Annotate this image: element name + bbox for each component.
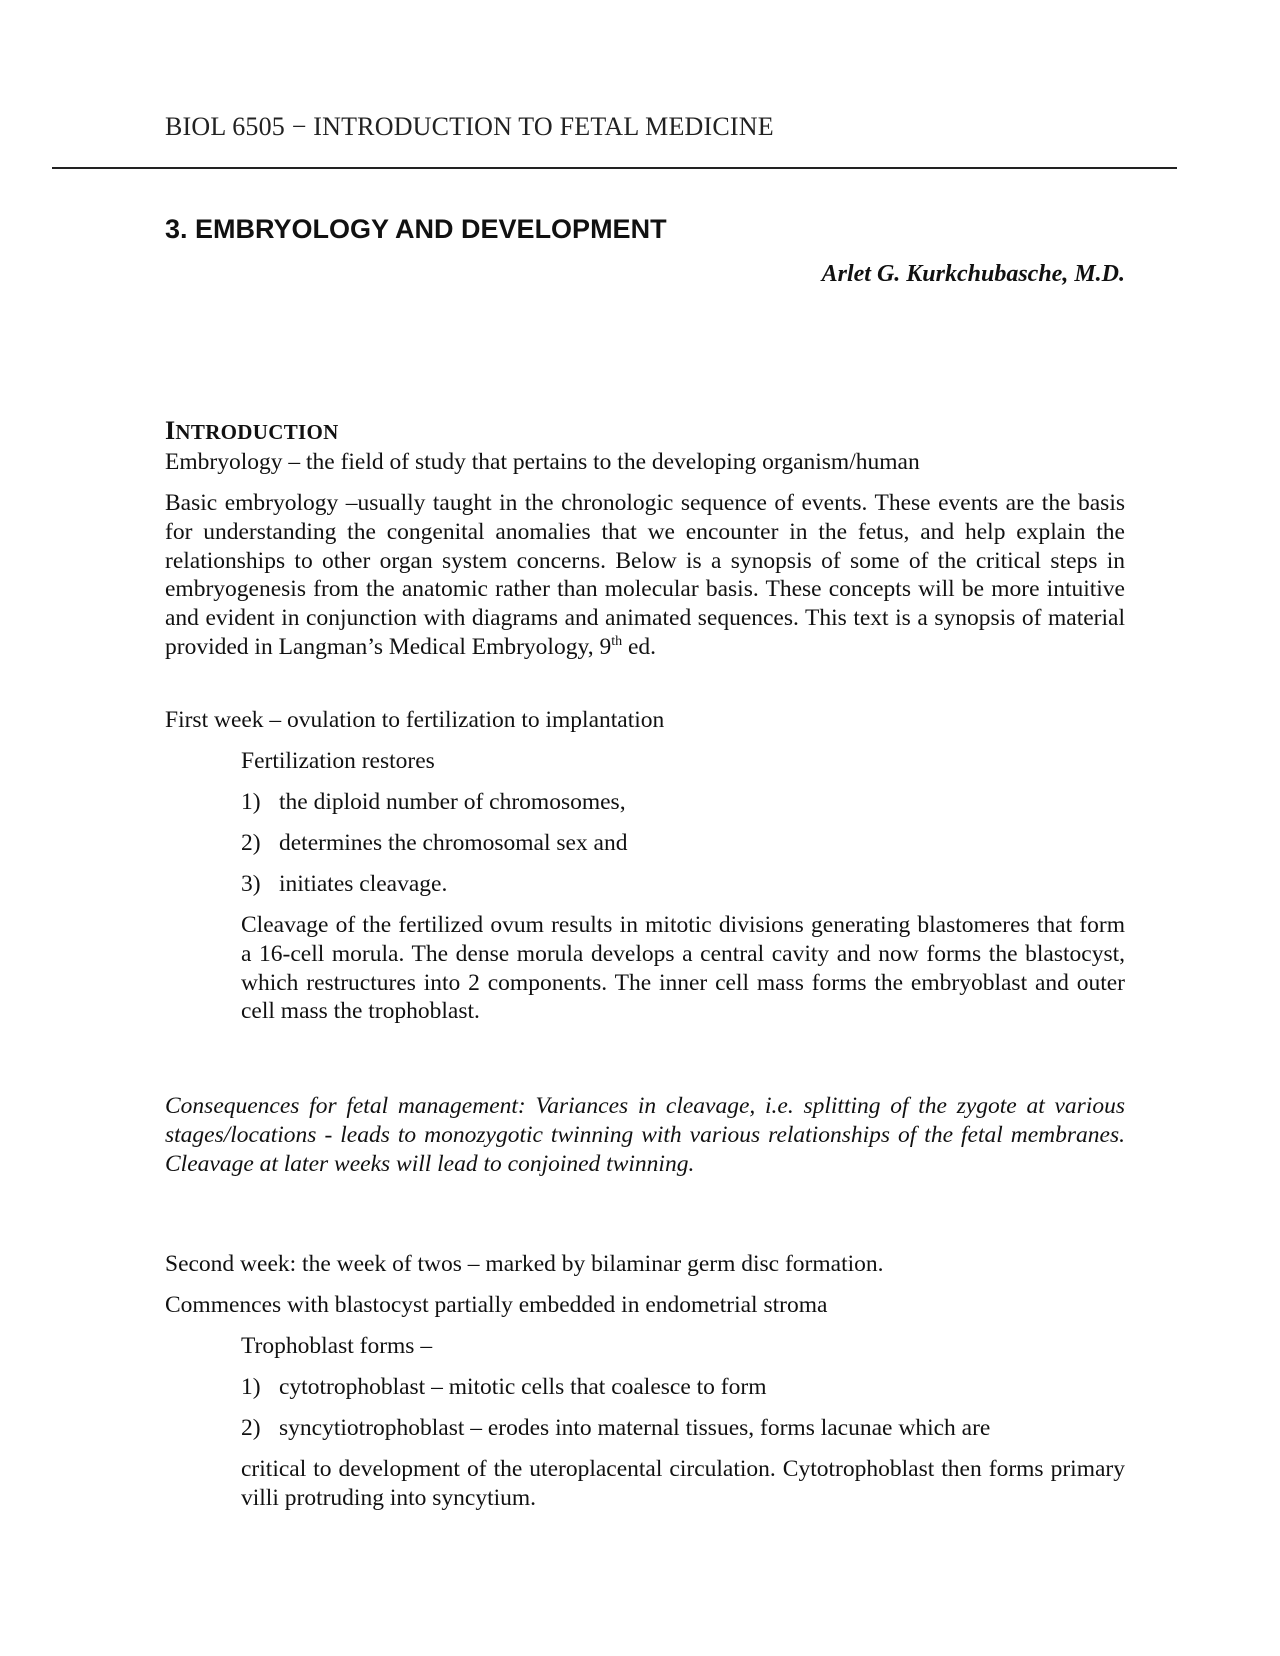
heading-rest: NTRODUCTION bbox=[175, 420, 339, 444]
heading-initial: I bbox=[165, 416, 176, 445]
list-item: the diploid number of chromosomes, bbox=[279, 789, 626, 815]
list-item: syncytiotrophoblast – erodes into maternal tissues, forms lacunae which are bbox=[279, 1415, 991, 1441]
author-name: Arlet G. Kurkchubasche, M.D. bbox=[821, 261, 1125, 287]
basic-embryology-paragraph bbox=[165, 489, 1125, 662]
list-item-number: 2) bbox=[241, 830, 261, 856]
section-heading-introduction bbox=[165, 416, 339, 446]
basic-paragraph-body: Basic embryology –usually taught in the chronologic sequence of events. These events are the basis for understanding the congenital anomalies that we encounter in the fetus, and help explain the relationships to other organ system concerns. Below is a synopsis of some of the critical steps in embryogenesis from the anatomic rather than molecular basis. These concepts will be more intuitive and evident in conjunction with diagrams and animated sequences. This text is a synopsis of material provided in Langman’s Medical Embryology, 9 bbox=[165, 490, 1125, 660]
fertilization-lead: Fertilization restores bbox=[241, 748, 435, 774]
second-week-heading: Second week: the week of twos – marked by bilaminar germ disc formation. bbox=[165, 1251, 884, 1277]
list-item: determines the chromosomal sex and bbox=[279, 830, 628, 856]
list-item-number: 3) bbox=[241, 871, 261, 897]
chapter-title: 3. EMBRYOLOGY AND DEVELOPMENT bbox=[165, 214, 667, 244]
blastocyst-sentence: Commences with blastocyst partially embedded in endometrial stroma bbox=[165, 1292, 828, 1318]
list-item: cytotrophoblast – mitotic cells that coalesce to form bbox=[279, 1374, 767, 1400]
edition-suffix: ed. bbox=[622, 633, 657, 660]
cleavage-paragraph: Cleavage of the fertilized ovum results in mitotic divisions generating blastomeres that form a 16-cell morula. The dense morula develops a central cavity and now forms the blastocyst, which restructures into 2 components. The inner cell mass forms the embryoblast and outer cell mass the trophoblast. bbox=[241, 912, 1125, 1025]
trophoblast-lead: Trophoblast forms – bbox=[241, 1333, 433, 1359]
list-item-number: 1) bbox=[241, 1374, 261, 1400]
list-item: initiates cleavage. bbox=[279, 871, 448, 897]
list-item-number: 1) bbox=[241, 789, 261, 815]
consequences-paragraph: Consequences for fetal management: Variances in cleavage, i.e. splitting of the zygote at various stages/locations - leads to monozygotic twinning with various relationships of the fetal membranes. Cleavage at later weeks will lead to conjoined twinning. bbox=[165, 1093, 1125, 1177]
uteroplacental-paragraph: critical to development of the uteroplacental circulation. Cytotrophoblast then forms primary villi protruding into syncytium. bbox=[241, 1456, 1125, 1511]
running-header: BIOL 6505 − INTRODUCTION TO FETAL MEDICINE bbox=[165, 112, 774, 141]
header-divider bbox=[52, 167, 1177, 169]
edition-superscript: th bbox=[611, 634, 623, 650]
first-week-heading: First week – ovulation to fertilization to implantation bbox=[165, 707, 665, 733]
embryology-definition: Embryology – the field of study that pertains to the developing organism/human bbox=[165, 449, 920, 475]
list-item-number: 2) bbox=[241, 1415, 261, 1441]
